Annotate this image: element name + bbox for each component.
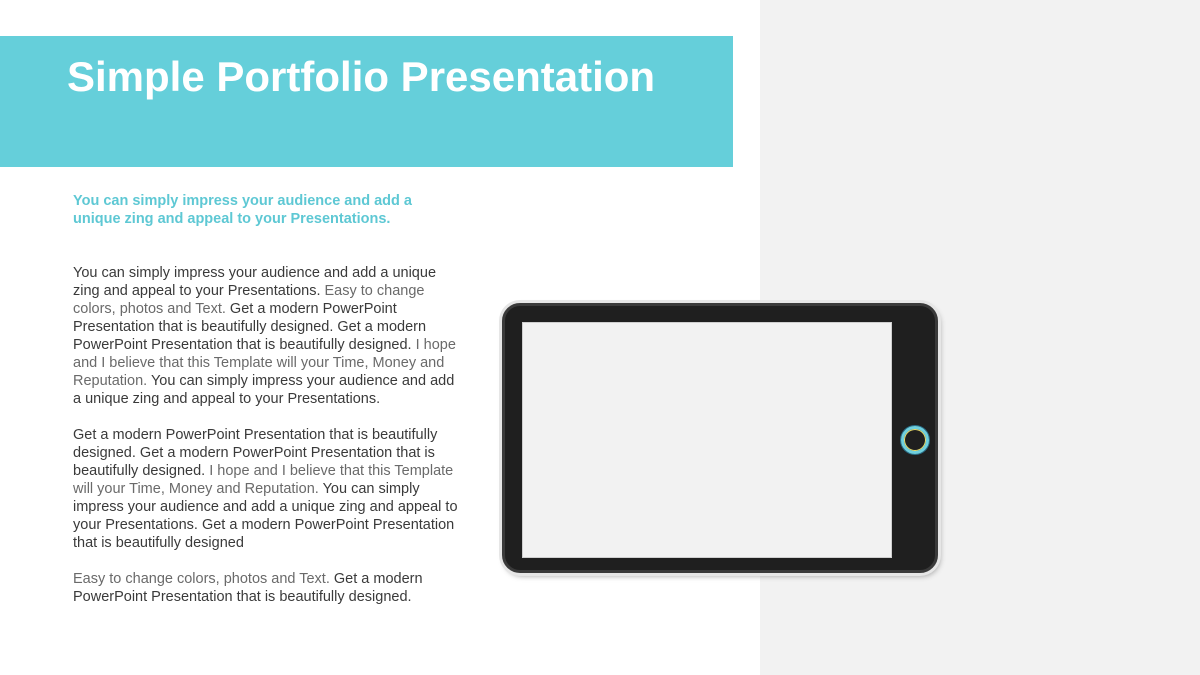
body-paragraph-3 — [73, 570, 465, 606]
paragraph-3-segment: Get a modern PowerPoint Presentation that is beautifully designed. — [73, 571, 423, 605]
body-text — [73, 264, 465, 624]
paragraph-1-segment: Get a modern PowerPoint Presentation that is beautifully designed. Get a modern PowerPoint Presentation that is beautifully designed. — [73, 301, 427, 353]
paragraph-1-segment: You can simply impress your audience and add a unique zing and appeal to your Presentations. — [73, 265, 437, 299]
paragraph-2-segment: Get a modern PowerPoint Presentation that is beautifully designed. Get a modern PowerPoint Presentation that is beautifully designed. — [73, 427, 438, 479]
paragraph-1-segment: Easy to change colors, photos and Text. — [73, 283, 425, 317]
slide-title: Simple Portfolio Presentation — [67, 53, 656, 100]
paragraph-2-segment: You can simply impress your audience and add a unique zing and appeal to your Presentations. Get a modern PowerPoint Presentation that is beautifully designed — [73, 481, 458, 551]
paragraph-2-segment: I hope and I believe that this Template will your Time, Money and Reputation. — [73, 463, 454, 497]
tablet-screen — [522, 322, 892, 558]
paragraph-1-segment: You can simply impress your audience and add a unique zing and appeal to your Presentations. — [73, 373, 455, 407]
body-paragraph-1 — [73, 264, 465, 408]
tablet-icon — [502, 303, 938, 573]
body-paragraph-2 — [73, 426, 465, 552]
paragraph-3-segment: Easy to change colors, photos and Text. — [73, 571, 334, 587]
tablet-home-button-icon — [901, 426, 929, 454]
slide-subtitle: You can simply impress your audience and add a unique zing and appeal to your Presentations. — [73, 193, 412, 227]
paragraph-1-segment: I hope and I believe that this Template will your Time, Money and Reputation. — [73, 337, 456, 389]
